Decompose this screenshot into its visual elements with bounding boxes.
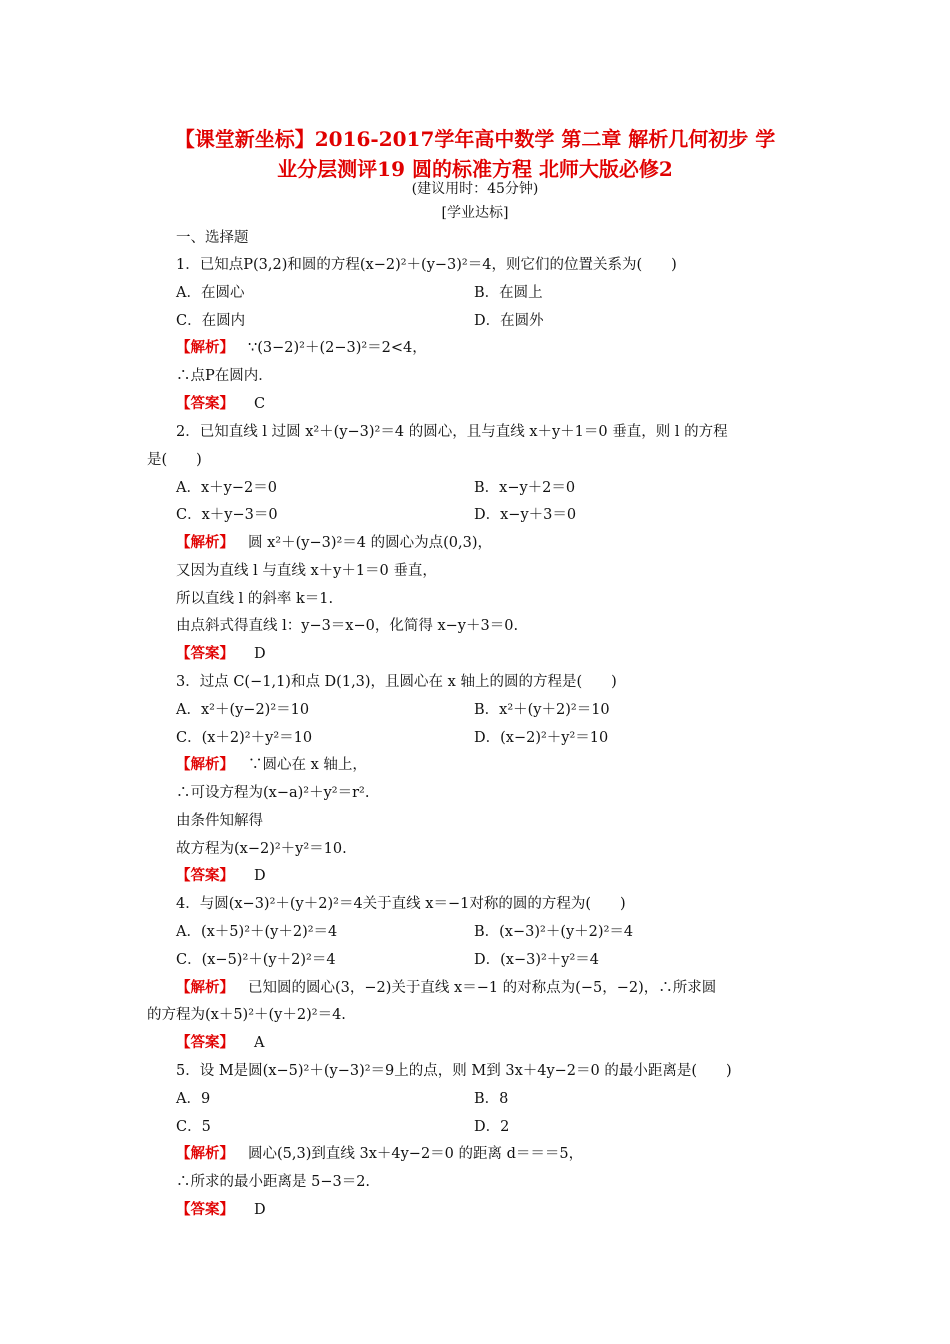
- q5-answer: [176, 1198, 266, 1219]
- level-heading: [学业达标]: [441, 205, 509, 221]
- q5-analysis: [176, 1142, 583, 1163]
- q2-option-b: B．x−y＋2＝0: [474, 480, 576, 496]
- q4-answer-value: A: [254, 1035, 265, 1051]
- q5-option-c: C．5: [176, 1119, 211, 1135]
- q5-analysis-line-2: ∴所求的最小距离是 5−3＝2.: [176, 1174, 371, 1190]
- q1-answer-value: C: [254, 396, 266, 412]
- q4-option-a: A．(x＋5)²＋(y＋2)²＝4: [176, 924, 338, 940]
- analysis-tag: 【解析】: [176, 534, 234, 551]
- q1-option-d: D．在圆外: [474, 313, 544, 329]
- q2-analysis-line-3: 所以直线 l 的斜率 k＝1.: [176, 591, 334, 607]
- q1-answer: [176, 392, 265, 413]
- q3-option-b: B．x²＋(y＋2)²＝10: [474, 702, 610, 718]
- q2-analysis-text: 圆 x²＋(y−3)²＝4 的圆心为点(0,3)，: [248, 535, 492, 551]
- q3-answer-value: D: [254, 868, 266, 884]
- q4-option-d: D．(x−3)²＋y²＝4: [474, 952, 600, 968]
- q2-option-a: A．x＋y−2＝0: [176, 480, 277, 496]
- q5-option-b: B．8: [474, 1091, 509, 1107]
- q1-analysis-text: ∵(3−2)²＋(2−3)²＝2<4，: [248, 340, 427, 356]
- q3-analysis-text: ∵圆心在 x 轴上，: [248, 757, 367, 773]
- q3-analysis: [176, 753, 367, 774]
- q5-stem: 5．设 M是圆(x−5)²＋(y−3)²＝9上的点，则 M到 3x＋4y−2＝0 的最小距离是( ): [176, 1063, 732, 1079]
- q4-analysis-text: 已知圆的圆心(3，−2)关于直线 x＝−1 的对称点为(−5，−2)，∴所求圆: [248, 980, 717, 996]
- q3-option-d: D．(x−2)²＋y²＝10: [474, 730, 609, 746]
- title-line-2: 业分层测评19 圆的标准方程 北师大版必修2: [277, 157, 673, 181]
- q5-analysis-text: 圆心(5,3)到直线 3x＋4y−2＝0 的距离 d＝＝＝5，: [248, 1146, 584, 1162]
- answer-tag: 【答案】: [176, 867, 234, 884]
- q2-answer: [176, 642, 266, 663]
- answer-tag: 【答案】: [176, 395, 234, 412]
- q2-answer-value: D: [254, 646, 266, 662]
- analysis-tag: 【解析】: [176, 1145, 234, 1162]
- analysis-tag: 【解析】: [176, 979, 234, 996]
- q2-stem-line-1: 2．已知直线 l 过圆 x²＋(y−3)²＝4 的圆心，且与直线 x＋y＋1＝0 垂直，则 l 的方程: [176, 424, 728, 440]
- q2-stem-line-2: 是( ): [147, 452, 202, 468]
- answer-tag: 【答案】: [176, 1034, 234, 1051]
- q1-analysis-line-2: ∴点P在圆内．: [176, 368, 273, 384]
- q4-analysis: [176, 976, 716, 997]
- q1-option-a: A．在圆心: [176, 285, 245, 301]
- q4-answer: [176, 1031, 264, 1052]
- q4-analysis-line-2: 的方程为(x＋5)²＋(y＋2)²＝4.: [147, 1007, 346, 1023]
- q3-analysis-line-4: 故方程为(x−2)²＋y²＝10.: [176, 841, 347, 857]
- section-heading: 一、选择题: [176, 230, 249, 246]
- q1-analysis: [176, 336, 427, 357]
- q2-analysis: [176, 531, 492, 552]
- analysis-tag: 【解析】: [176, 339, 234, 356]
- answer-tag: 【答案】: [176, 645, 234, 662]
- q1-option-b: B．在圆上: [474, 285, 543, 301]
- q3-analysis-line-3: 由条件知解得: [176, 813, 263, 829]
- q3-stem: 3．过点 C(−1,1)和点 D(1,3)，且圆心在 x 轴上的圆的方程是( ): [176, 674, 617, 690]
- time-note: (建议用时：45分钟): [411, 181, 539, 197]
- answer-tag: 【答案】: [176, 1201, 234, 1218]
- q2-option-d: D．x−y＋3＝0: [474, 507, 577, 523]
- analysis-tag: 【解析】: [176, 756, 234, 773]
- q4-option-b: B．(x−3)²＋(y＋2)²＝4: [474, 924, 634, 940]
- q1-stem: 1．已知点P(3,2)和圆的方程(x−2)²＋(y−3)²＝4，则它们的位置关系为( ): [176, 257, 677, 273]
- q4-stem: 4．与圆(x−3)²＋(y＋2)²＝4关于直线 x＝−1对称的圆的方程为( ): [176, 896, 626, 912]
- document-title: [120, 124, 830, 184]
- q3-option-c: C．(x＋2)²＋y²＝10: [176, 730, 313, 746]
- q3-answer: [176, 864, 266, 885]
- q5-answer-value: D: [254, 1202, 266, 1218]
- title-line-1: 【课堂新坐标】2016-2017学年高中数学 第二章 解析几何初步 学: [174, 127, 776, 151]
- q2-option-c: C．x＋y−3＝0: [176, 507, 278, 523]
- q1-option-c: C．在圆内: [176, 313, 246, 329]
- q2-analysis-line-2: 又因为直线 l 与直线 x＋y＋1＝0 垂直，: [176, 563, 437, 579]
- q4-option-c: C．(x−5)²＋(y＋2)²＝4: [176, 952, 336, 968]
- q2-analysis-line-4: 由点斜式得直线 l：y−3＝x−0，化简得 x−y＋3＝0.: [176, 618, 519, 634]
- q5-option-d: D．2: [474, 1119, 510, 1135]
- q3-analysis-line-2: ∴可设方程为(x−a)²＋y²＝r².: [176, 785, 370, 801]
- q3-option-a: A．x²＋(y−2)²＝10: [176, 702, 310, 718]
- q5-option-a: A．9: [176, 1091, 211, 1107]
